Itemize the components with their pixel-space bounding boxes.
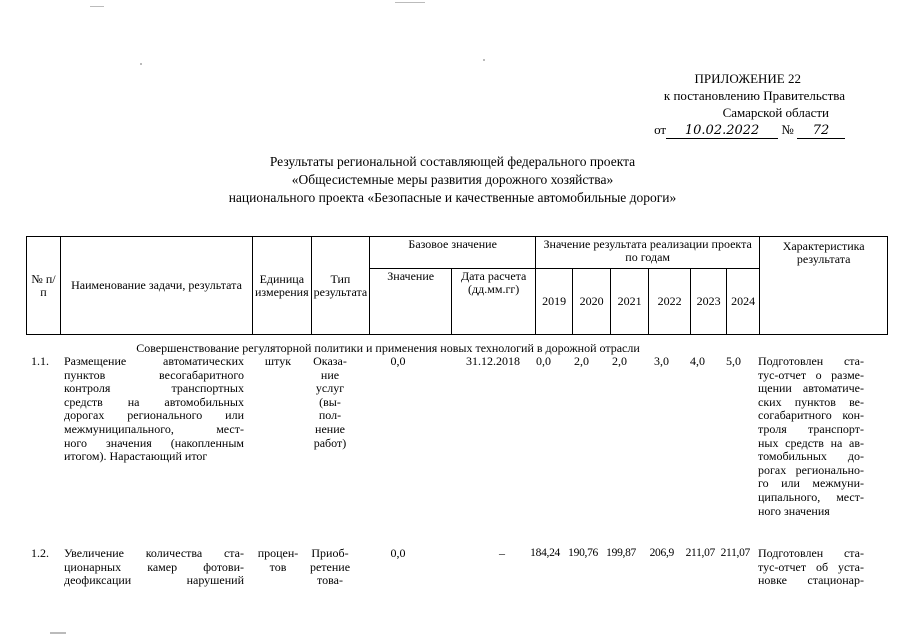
header-unit: Единица измерения — [253, 237, 312, 335]
text-line: ного значения — [758, 503, 830, 518]
appendix-title: ПРИЛОЖЕНИЕ 22 — [694, 71, 801, 86]
header-characteristic: Характеристика результата — [760, 237, 888, 335]
year-value-cell: 211,07 — [685, 547, 715, 559]
text-line: ние — [320, 367, 340, 382]
text-line: Оказа- — [313, 354, 347, 368]
base-date-cell: – — [499, 546, 505, 560]
header-num: № п/п — [27, 237, 61, 335]
header-year: 2024 — [727, 269, 760, 335]
text-line: тов — [269, 559, 287, 574]
text-line: согабаритного кон- — [758, 408, 864, 423]
header-base-value: Значение — [370, 269, 452, 335]
header-base-group: Базовое значение — [370, 237, 536, 269]
text-line: това- — [317, 573, 343, 588]
title-line-1: Результаты региональной составляющей федерального проекта — [269, 154, 636, 169]
document-title — [0, 153, 905, 207]
appendix-resolution: к постановлению Правительства — [663, 88, 845, 103]
text-line: новке стационар- — [758, 573, 864, 588]
year-value-cell: 3,0 — [654, 354, 669, 368]
text-line: пунктов весогабаритного — [64, 367, 244, 382]
text-line: пол- — [318, 408, 342, 423]
scan-speck — [140, 63, 142, 65]
text-line: Увеличение количества ста- — [64, 546, 244, 560]
header-years-group: Значение результата реализации проекта по годам — [536, 237, 760, 269]
text-line: нение — [315, 421, 345, 436]
year-value-cell: 190,76 — [568, 547, 598, 559]
year-value-cell: 2,0 — [574, 354, 589, 368]
text-line: итогом). Нарастающий итог — [64, 449, 208, 464]
text-line: штук — [264, 354, 292, 368]
unit-cell — [254, 355, 302, 369]
from-label: от — [654, 122, 667, 137]
header-base-date: Дата расчета (дд.мм.гг) — [452, 269, 536, 335]
number-label: № — [781, 122, 794, 137]
text-line: Подготовлен ста- — [758, 354, 864, 368]
text-line: го или межмуни- — [758, 476, 864, 491]
text-line: (вы- — [319, 394, 341, 409]
row-number: 1.2. — [31, 546, 49, 560]
scan-speck — [395, 2, 425, 3]
header-year: 2020 — [573, 269, 611, 335]
header-type: Тип результата — [311, 237, 370, 335]
header-name: Наименование задачи, результата — [61, 237, 253, 335]
year-value-cell: 4,0 — [690, 354, 705, 368]
base-value-cell: 0,0 — [390, 546, 406, 560]
appendix-date-number — [585, 121, 845, 139]
text-line: ретение — [309, 559, 351, 574]
row-number: 1.1. — [31, 354, 49, 368]
scan-speck — [90, 6, 104, 7]
appendix-region: Самарской области — [722, 105, 829, 120]
appendix-block — [585, 70, 845, 139]
text-line: щении автоматиче- — [758, 381, 864, 396]
text-line: троля транспорт- — [758, 421, 864, 436]
year-value-cell: 0,0 — [536, 354, 551, 368]
text-line: Приоб- — [311, 546, 349, 560]
text-line: ных средств на ав- — [758, 435, 864, 450]
text-line: деофиксации нарушений — [64, 573, 244, 588]
text-line: рогах регионально- — [758, 462, 864, 477]
year-value-cell: 184,24 — [530, 547, 560, 559]
year-value-cell: 211,07 — [720, 547, 750, 559]
text-line: ного значения (накопленным — [64, 435, 244, 450]
base-value-cell: 0,0 — [390, 354, 406, 368]
text-line: средств на автомобильных — [64, 394, 244, 409]
text-line: ских пунктов ве- — [758, 394, 864, 409]
text-line: Подготовлен ста- — [758, 546, 864, 560]
year-value-cell: 2,0 — [612, 354, 627, 368]
scan-speck — [50, 632, 66, 634]
year-value-cell: 5,0 — [726, 354, 741, 368]
task-name-cell — [64, 355, 244, 464]
type-cell — [306, 547, 354, 588]
text-line: тус-отчет об уста- — [758, 559, 864, 574]
text-line: дорогах регионального или — [64, 408, 244, 423]
text-line: ципального, мест- — [758, 489, 864, 504]
characteristic-cell — [758, 355, 864, 518]
year-value-cell: 206,9 — [649, 547, 674, 559]
section-heading: Совершенствование регуляторной политики и применения новых технологий в дорожной отрасли — [136, 341, 640, 355]
title-line-2: «Общесистемные меры развития дорожного хозяйства» — [291, 172, 614, 187]
text-line: работ) — [313, 435, 347, 450]
task-name-cell — [64, 547, 244, 588]
header-year: 2021 — [611, 269, 649, 335]
header-year: 2022 — [649, 269, 691, 335]
scan-speck — [483, 59, 485, 61]
title-line-3: национального проекта «Безопасные и качественные автомобильные дороги» — [228, 190, 677, 205]
text-line: контроля транспортных — [64, 381, 244, 396]
header-year: 2023 — [691, 269, 727, 335]
base-date-cell: 31.12.2018 — [466, 354, 520, 368]
text-line: тус-отчет о разме- — [758, 367, 864, 382]
handwritten-number: 72 — [797, 124, 845, 139]
text-line: процен- — [257, 546, 299, 560]
characteristic-cell — [758, 547, 864, 588]
header-year: 2019 — [536, 269, 573, 335]
text-line: услуг — [315, 381, 345, 396]
text-line: Размещение автоматических — [64, 354, 244, 368]
year-value-cell: 199,87 — [606, 547, 636, 559]
handwritten-date: 10.02.2022 — [666, 124, 778, 139]
text-line: томобильных до- — [758, 449, 864, 464]
results-table-header — [26, 236, 888, 335]
text-line: ционарных камер фотови- — [64, 559, 244, 574]
text-line: межмуниципального, мест- — [64, 421, 244, 436]
type-cell — [306, 355, 354, 450]
unit-cell — [254, 547, 302, 574]
